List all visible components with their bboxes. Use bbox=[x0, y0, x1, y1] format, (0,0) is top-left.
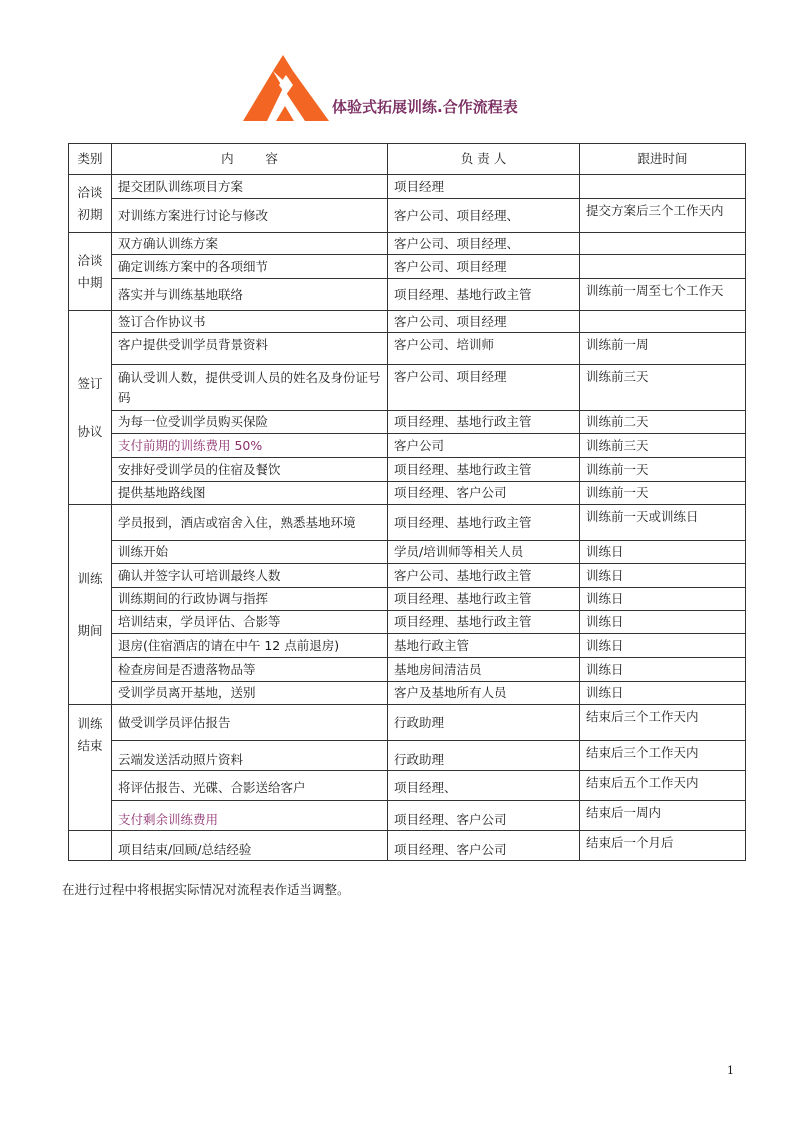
time-cell: 训练日 bbox=[580, 658, 746, 682]
owner-cell: 基地房间清洁员 bbox=[388, 658, 580, 682]
time-cell: 结束后一周内 bbox=[580, 801, 746, 831]
table-row bbox=[69, 771, 746, 801]
time-cell: 训练前三天 bbox=[580, 434, 746, 458]
owner-cell: 客户公司、基地行政主管 bbox=[388, 564, 580, 588]
table-row bbox=[69, 311, 746, 333]
time-cell: 训练前一周 bbox=[580, 333, 746, 365]
owner-cell: 项目经理、基地行政主管 bbox=[388, 611, 580, 634]
content-cell: 确定训练方案中的各项细节 bbox=[112, 255, 388, 279]
table-row bbox=[69, 175, 746, 199]
content-cell: 训练开始 bbox=[112, 541, 388, 564]
page-number: 1 bbox=[727, 1064, 734, 1077]
table-header-row bbox=[69, 144, 746, 175]
owner-cell: 项目经理、基地行政主管 bbox=[388, 505, 580, 541]
table-row bbox=[69, 658, 746, 682]
content-cell: 做受训学员评估报告 bbox=[112, 705, 388, 741]
content-cell: 支付剩余训练费用 bbox=[112, 801, 388, 831]
table-row bbox=[69, 482, 746, 505]
time-cell: 结束后五个工作天内 bbox=[580, 771, 746, 801]
time-cell: 结束后三个工作天内 bbox=[580, 705, 746, 741]
table-row bbox=[69, 411, 746, 434]
owner-cell: 项目经理 bbox=[388, 175, 580, 199]
content-cell: 提交团队训练项目方案 bbox=[112, 175, 388, 199]
content-cell: 为每一位受训学员购买保险 bbox=[112, 411, 388, 434]
content-cell: 提供基地路线图 bbox=[112, 482, 388, 505]
category-cell: 洽谈 初期 bbox=[69, 175, 112, 233]
owner-cell: 客户公司、培训师 bbox=[388, 333, 580, 365]
column-header-content: 内 容 bbox=[112, 144, 388, 175]
content-cell: 退房(住宿酒店的请在中午 12 点前退房) bbox=[112, 634, 388, 658]
owner-cell: 行政助理 bbox=[388, 705, 580, 741]
table-row bbox=[69, 831, 746, 861]
table-row bbox=[69, 611, 746, 634]
table-row bbox=[69, 634, 746, 658]
owner-cell: 行政助理 bbox=[388, 741, 580, 771]
time-cell: 训练日 bbox=[580, 611, 746, 634]
owner-cell: 项目经理、基地行政主管 bbox=[388, 411, 580, 434]
table-row bbox=[69, 279, 746, 311]
table-row bbox=[69, 682, 746, 705]
category-cell: 洽谈 中期 bbox=[69, 233, 112, 311]
time-cell: 训练日 bbox=[580, 564, 746, 588]
content-cell: 对训练方案进行讨论与修改 bbox=[112, 199, 388, 233]
footer-note: 在进行过程中将根据实际情况对流程表作适当调整。 bbox=[62, 882, 350, 897]
content-cell: 安排好受训学员的住宿及餐饮 bbox=[112, 458, 388, 482]
table-row bbox=[69, 233, 746, 255]
category-cell: 训练 期间 bbox=[69, 505, 112, 705]
owner-cell: 客户及基地所有人员 bbox=[388, 682, 580, 705]
table-row bbox=[69, 801, 746, 831]
time-cell: 训练日 bbox=[580, 682, 746, 705]
owner-cell: 项目经理、基地行政主管 bbox=[388, 588, 580, 611]
column-header-category: 类别 bbox=[69, 144, 112, 175]
document-title: 体验式拓展训练.合作流程表 bbox=[332, 98, 518, 116]
content-cell: 签订合作协议书 bbox=[112, 311, 388, 333]
time-cell: 训练日 bbox=[580, 541, 746, 564]
owner-cell: 项目经理、 bbox=[388, 771, 580, 801]
owner-cell: 项目经理、客户公司 bbox=[388, 831, 580, 861]
content-cell: 客户提供受训学员背景资料 bbox=[112, 333, 388, 365]
content-cell: 项目结束/回顾/总结经验 bbox=[112, 831, 388, 861]
owner-cell: 项目经理、客户公司 bbox=[388, 801, 580, 831]
table-row bbox=[69, 588, 746, 611]
table-row bbox=[69, 741, 746, 771]
time-cell: 结束后三个工作天内 bbox=[580, 741, 746, 771]
table-row bbox=[69, 199, 746, 233]
time-cell bbox=[580, 255, 746, 279]
table-row bbox=[69, 541, 746, 564]
time-cell: 训练日 bbox=[580, 634, 746, 658]
owner-cell: 客户公司、项目经理、 bbox=[388, 199, 580, 233]
content-cell: 落实并与训练基地联络 bbox=[112, 279, 388, 311]
content-cell: 确认受训人数，提供受训人员的姓名及身份证号码 bbox=[112, 365, 388, 411]
owner-cell: 基地行政主管 bbox=[388, 634, 580, 658]
company-logo-icon bbox=[243, 55, 329, 121]
content-cell: 培训结束，学员评估、合影等 bbox=[112, 611, 388, 634]
column-header-owner: 负 责 人 bbox=[388, 144, 580, 175]
owner-cell: 客户公司 bbox=[388, 434, 580, 458]
table-row bbox=[69, 333, 746, 365]
table-row bbox=[69, 255, 746, 279]
owner-cell: 项目经理、客户公司 bbox=[388, 482, 580, 505]
category-cell bbox=[69, 831, 112, 861]
category-cell: 签订 协议 bbox=[69, 311, 112, 505]
time-cell: 训练前一天 bbox=[580, 482, 746, 505]
time-cell: 提交方案后三个工作天内 bbox=[580, 199, 746, 233]
time-cell: 结束后一个月后 bbox=[580, 831, 746, 861]
time-cell: 训练前一天 bbox=[580, 458, 746, 482]
content-cell: 将评估报告、光碟、合影送给客户 bbox=[112, 771, 388, 801]
content-cell: 检查房间是否遗落物品等 bbox=[112, 658, 388, 682]
content-cell: 云端发送活动照片资料 bbox=[112, 741, 388, 771]
owner-cell: 项目经理、基地行政主管 bbox=[388, 279, 580, 311]
owner-cell: 客户公司、项目经理 bbox=[388, 311, 580, 333]
table-row bbox=[69, 705, 746, 741]
content-cell: 双方确认训练方案 bbox=[112, 233, 388, 255]
table-row bbox=[69, 564, 746, 588]
table-row bbox=[69, 458, 746, 482]
time-cell: 训练前一天或训练日 bbox=[580, 505, 746, 541]
time-cell bbox=[580, 233, 746, 255]
content-cell: 受训学员离开基地，送别 bbox=[112, 682, 388, 705]
owner-cell: 项目经理、基地行政主管 bbox=[388, 458, 580, 482]
content-cell: 支付前期的训练费用 50% bbox=[112, 434, 388, 458]
content-cell: 学员报到，酒店或宿舍入住，熟悉基地环境 bbox=[112, 505, 388, 541]
time-cell: 训练日 bbox=[580, 588, 746, 611]
content-cell: 确认并签字认可培训最终人数 bbox=[112, 564, 388, 588]
owner-cell: 客户公司、项目经理、 bbox=[388, 233, 580, 255]
time-cell bbox=[580, 175, 746, 199]
column-header-time: 跟进时间 bbox=[580, 144, 746, 175]
owner-cell: 学员/培训师等相关人员 bbox=[388, 541, 580, 564]
time-cell bbox=[580, 311, 746, 333]
time-cell: 训练前三天 bbox=[580, 365, 746, 411]
category-cell: 训练 结束 bbox=[69, 705, 112, 831]
owner-cell: 客户公司、项目经理 bbox=[388, 255, 580, 279]
time-cell: 训练前二天 bbox=[580, 411, 746, 434]
process-table bbox=[68, 143, 746, 861]
time-cell: 训练前一周至七个工作天 bbox=[580, 279, 746, 311]
table-row bbox=[69, 505, 746, 541]
table-row bbox=[69, 434, 746, 458]
content-cell: 训练期间的行政协调与指挥 bbox=[112, 588, 388, 611]
table-row bbox=[69, 365, 746, 411]
owner-cell: 客户公司、项目经理 bbox=[388, 365, 580, 411]
